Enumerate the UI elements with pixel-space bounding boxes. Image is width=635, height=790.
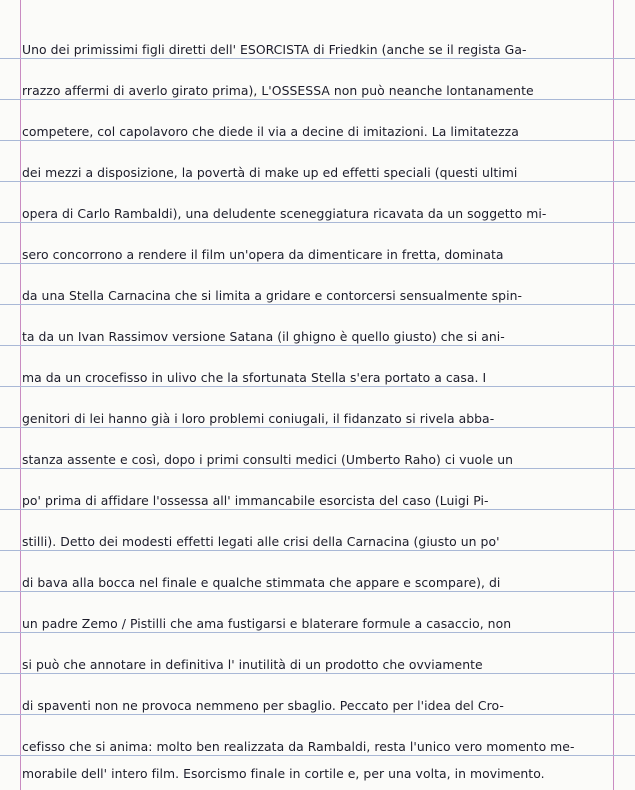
text-line-10: genitori di lei hanno già i loro problemi coniugali, il fidanzato si rivela abba- [22,411,495,426]
text-line-4: dei mezzi a disposizione, la povertà di make up ed effetti speciali (questi ultimi [22,165,518,180]
text-line-15: un padre Zemo / Pistilli che ama fustigarsi e blaterare formule a casaccio, non [22,616,512,631]
text-line-11: stanza assente e così, dopo i primi consulti medici (Umberto Raho) ci vuole un [22,452,514,467]
text-line-12: po' prima di affidare l'ossessa all' immancabile esorcista del caso (Luigi Pi- [22,493,489,508]
text-line-8: ta da un Ivan Rassimov versione Satana (il ghigno è quello giusto) che si ani- [22,329,505,344]
text-line-16: si può che annotare in definitiva l' inutilità di un prodotto che ovviamente [22,657,483,672]
text-line-9: ma da un crocefisso in ulivo che la sfortunata Stella s'era portato a casa. I [22,370,487,385]
text-line-18: cefisso che si anima: molto ben realizzata da Rambaldi, resta l'unico vero momento me- [22,739,575,754]
text-line-5: opera di Carlo Rambaldi), una deludente sceneggiatura ricavata da un soggetto mi- [22,206,547,221]
text-line-14: di bava alla bocca nel finale e qualche stimmata che appare e scompare), di [22,575,501,590]
text-line-19: morabile dell' intero film. Esorcismo finale in cortile e, per una volta, in movimento. [22,766,545,781]
text-line-13: stilli). Detto dei modesti effetti legati alle crisi della Carnacina (giusto un po' [22,534,500,549]
text-line-2: rrazzo affermi di averlo girato prima), L'OSSESSA non può neanche lontanamente [22,83,534,98]
text-line-3: competere, col capolavoro che diede il via a decine di imitazioni. La limitatezza [22,124,519,139]
text-line-6: sero concorrono a rendere il film un'opera da dimenticare in fretta, dominata [22,247,504,262]
text-line-7: da una Stella Carnacina che si limita a gridare e contorcersi sensualmente spin- [22,288,522,303]
text-line-17: di spaventi non ne provoca nemmeno per sbaglio. Peccato per l'idea del Cro- [22,698,504,713]
text-line-1: Uno dei primissimi figli diretti dell' ESORCISTA di Friedkin (anche se il regista Ga- [22,42,527,57]
